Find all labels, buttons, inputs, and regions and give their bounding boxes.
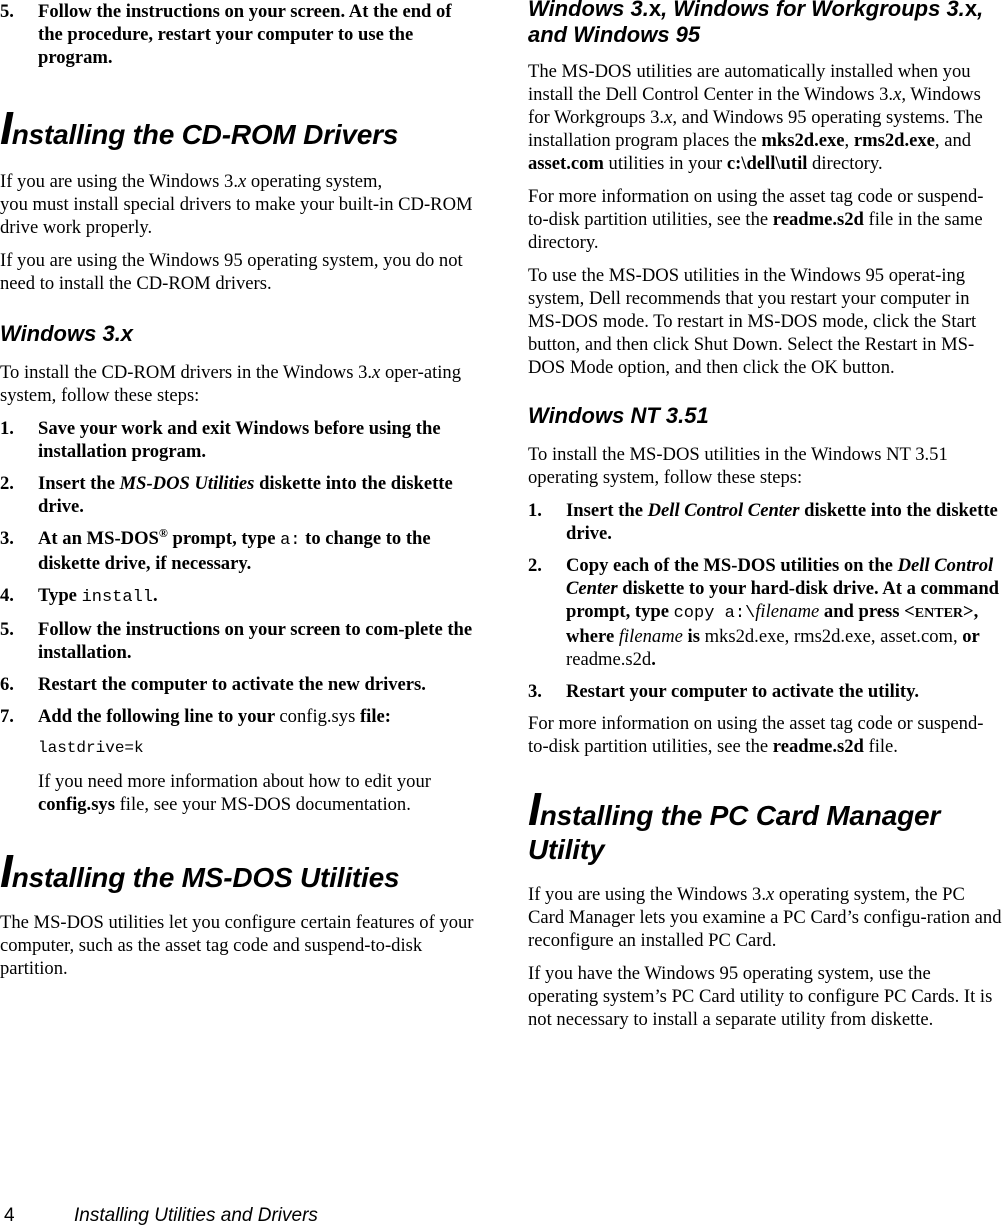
cdrom-step-1: 1. Save your work and exit Windows before using the installation program. [0,418,441,462]
heading-installing-msdos-utilities: Installing the MS-DOS Utilities [0,845,400,897]
subheading-windows-3x: Windows 3.x [0,321,134,346]
cdrom-step-6: 6. Restart the computer to activate the new drivers. [0,674,426,695]
left-column [0,0,478,990]
cdrom-win95-paragraph: If you are using the Windows 95 operating system, you do not need to install the CD-ROM drivers. [0,250,463,294]
code-line: lastdrive=k [38,739,144,757]
cdrom-step-7: 7. Add the following line to your config.sys file: [0,706,391,727]
cdrom-step-2: 2. Insert the MS-DOS Utilities diskette into the diskette drive. [0,473,453,517]
command-text: copy a:\ [673,604,756,623]
nt-step-2: 2. Copy each of the MS-DOS utilities on the Dell Control Center diskette to your hard-disk drive. At a command prompt, type copy a:\filename and press <ENTER>, where filename is mks2d.exe, rms2d.exe, asset.com, or readme.s2d. [528,555,1000,670]
win95-paragraph-1: The MS-DOS utilities are automatically installed when you install the Dell Control Center in the Windows 3.x, Windows for Workgroups 3.x, and Windows 95 operating systems. The installation program places the mks2d.exe, rms2d.exe, and asset.com utilities in your c:\dell\util directory. [528,61,983,174]
subheading-windows-3x-wfw-95: Windows 3.x, Windows for Workgroups 3.x, and Windows 95 [528,0,984,47]
pccard-paragraph-2: If you have the Windows 95 operating system, use the operating system’s PC Card utility to configure PC Cards. It is not necessary to install a separate utility from diskette. [528,963,993,1030]
cdrom-step-5: 5. Follow the instructions on your screen to com-plete the installation. [0,619,473,663]
command-text: a: [280,531,301,550]
heading-installing-cdrom-drivers: Installing the CD-ROM Drivers [0,102,399,154]
msdos-intro-paragraph: The MS-DOS utilities let you configure certain features of your computer, such as the asset tag code and suspend-to-disk partition. [0,912,474,979]
right-column [528,0,1003,1041]
win95-paragraph-3: To use the MS-DOS utilities in the Windows 95 operat-ing system, Dell recommends that you restart your computer in MS-DOS mode. To restart in MS-DOS mode, click the Start button, and then click Shut Down. Select the Restart in MS-DOS Mode option, and then click the OK button. [528,265,977,378]
cdrom-step-4: 4. Type install. [0,585,158,607]
step-5-continued [0,0,478,69]
win95-paragraph-2: For more information on using the asset tag code or suspend-to-disk partition utilities, see the readme.s2d file in the same directory. [528,186,984,253]
step-number: 5. [0,1,14,22]
cdrom-intro-paragraph: If you are using the Windows 3.x operating system, you must install special drivers to make your built-in CD-ROM drive work properly. [0,171,473,238]
nt-more-info-paragraph: For more information on using the asset tag code or suspend-to-disk partition utilities, see the readme.s2d file. [528,713,984,757]
windows-3x-intro: To install the CD-ROM drivers in the Windows 3.x oper-ating system, follow these steps: [0,362,461,406]
nt-step-1: 1. Insert the Dell Control Center diskette into the diskette drive. [528,500,998,544]
command-text: install [81,588,153,607]
nt-step-3: 3. Restart your computer to activate the utility. [528,681,920,702]
heading-installing-pc-card-manager: Installing the PC Card Manager Utility [528,783,941,865]
cdrom-step-3: 3. At an MS-DOS® prompt, type a: to change to the diskette drive, if necessary. [0,525,431,574]
running-title: Installing Utilities and Drivers [74,1205,318,1226]
nt-intro-paragraph: To install the MS-DOS utilities in the Windows NT 3.51 operating system, follow these steps: [528,444,948,488]
subheading-windows-nt: Windows NT 3.51 [528,403,709,428]
pccard-paragraph-1: If you are using the Windows 3.x operating system, the PC Card Manager lets you examine a PC Card’s configu-ration and reconfigure an installed PC Card. [528,884,1002,951]
page-footer [4,1205,318,1227]
config-note: If you need more information about how to edit your config.sys file, see your MS-DOS documentation. [38,771,431,815]
step-text: Follow the instructions on your screen. At the end of the procedure, restart your computer to use the program. [38,1,452,68]
page-number: 4 [4,1205,15,1226]
